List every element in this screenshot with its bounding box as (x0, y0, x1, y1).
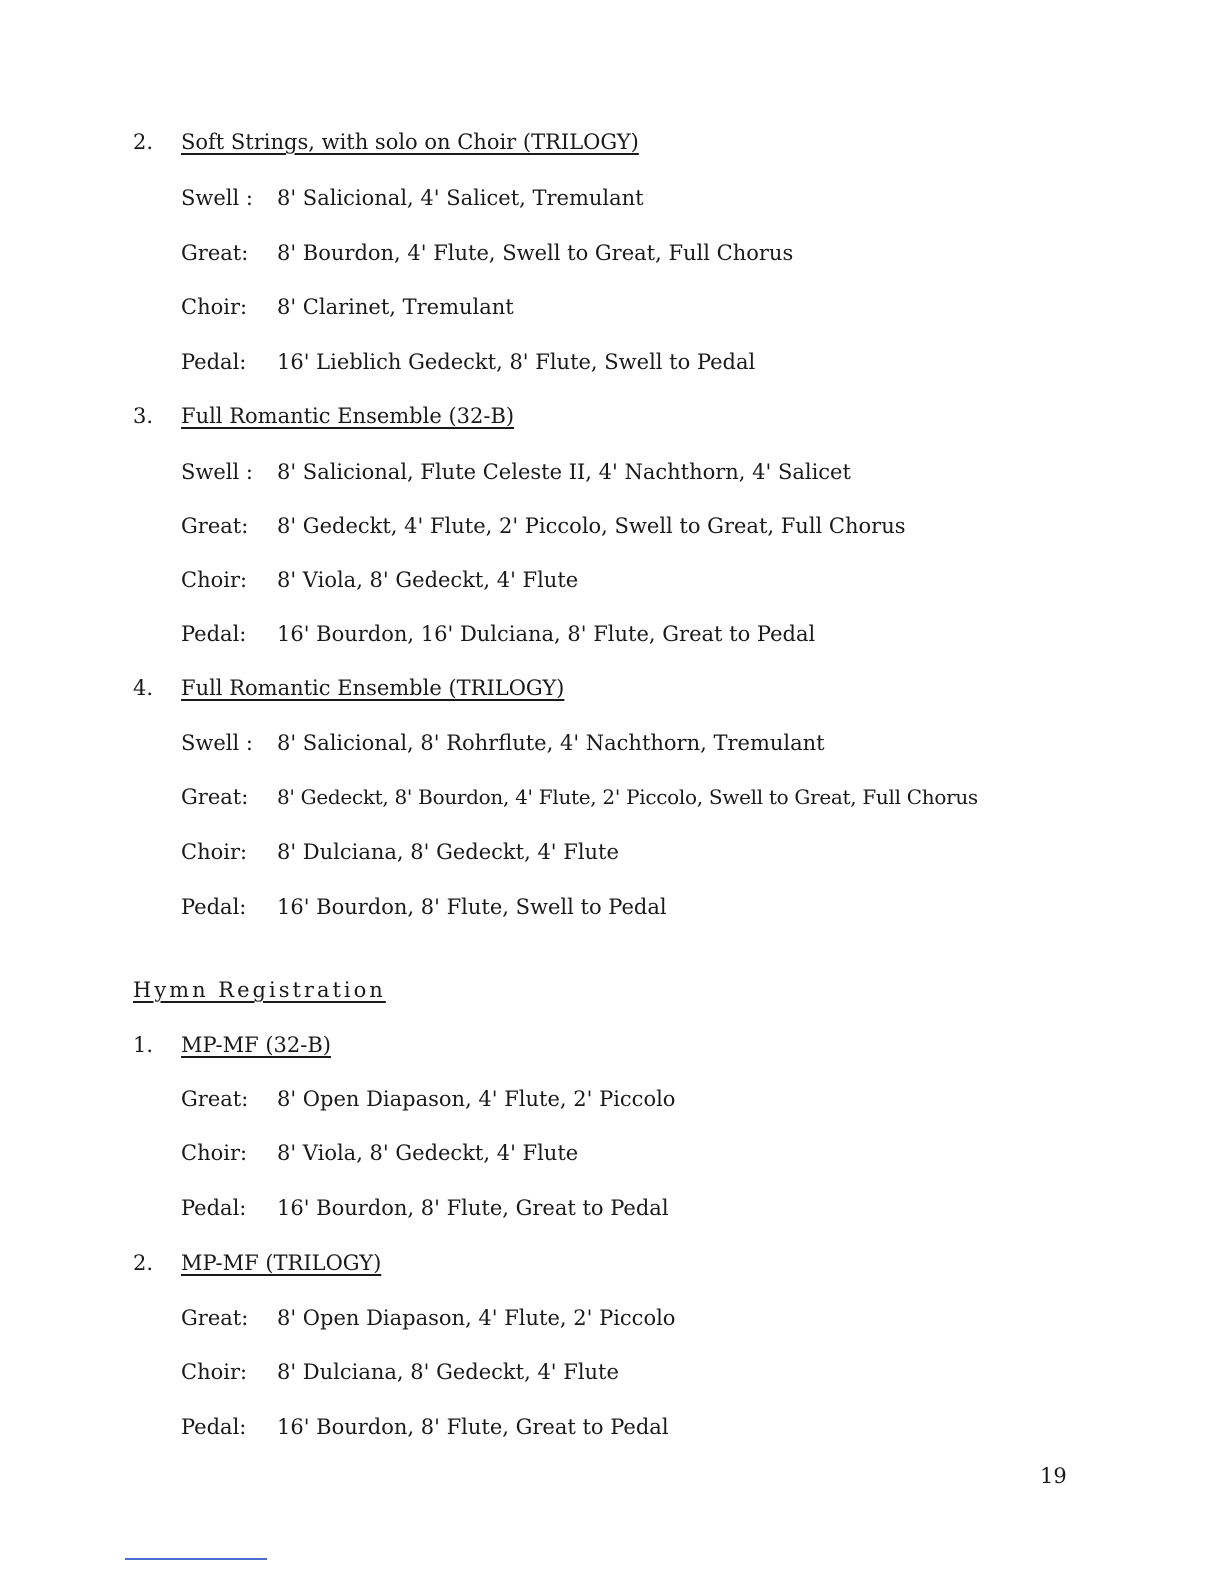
manual-label: Great: (181, 785, 249, 809)
section-title: Full Romantic Ensemble (32-B) (181, 404, 515, 428)
stop-list: 8' Viola, 8' Gedeckt, 4' Flute (277, 568, 579, 592)
manual-label: Choir: (181, 1141, 248, 1165)
manual-label: Swell : (181, 186, 253, 210)
stop-list: 8' Salicional, Flute Celeste II, 4' Nachthorn, 4' Salicet (277, 460, 851, 484)
stop-list: 8' Gedeckt, 4' Flute, 2' Piccolo, Swell to Great, Full Chorus (277, 514, 906, 538)
stop-list: 16' Bourdon, 8' Flute, Great to Pedal (277, 1415, 669, 1439)
stop-list: 8' Open Diapason, 4' Flute, 2' Piccolo (277, 1087, 676, 1111)
manual-label: Pedal: (181, 1196, 247, 1220)
section-number: 3. (133, 404, 154, 428)
section-title: Soft Strings, with solo on Choir (TRILOGY) (181, 130, 639, 154)
stop-list: 8' Salicional, 8' Rohrflute, 4' Nachthorn, Tremulant (277, 731, 825, 755)
stop-list: 8' Viola, 8' Gedeckt, 4' Flute (277, 1141, 579, 1165)
manual-label: Pedal: (181, 895, 247, 919)
hymn-registration-heading: Hymn Registration (133, 978, 386, 1002)
stop-list: 16' Bourdon, 16' Dulciana, 8' Flute, Great to Pedal (277, 622, 816, 646)
manual-label: Great: (181, 1087, 249, 1111)
page-number: 19 (1040, 1464, 1067, 1488)
manual-label: Pedal: (181, 350, 247, 374)
manual-label: Great: (181, 514, 249, 538)
stop-list: 8' Dulciana, 8' Gedeckt, 4' Flute (277, 840, 619, 864)
stop-list: 16' Lieblich Gedeckt, 8' Flute, Swell to Pedal (277, 350, 756, 374)
section-number: 2. (133, 1251, 154, 1275)
manual-label: Great: (181, 241, 249, 265)
stop-list: 8' Open Diapason, 4' Flute, 2' Piccolo (277, 1306, 676, 1330)
section-number: 1. (133, 1033, 154, 1057)
manual-label: Great: (181, 1306, 249, 1330)
manual-label: Choir: (181, 295, 248, 319)
manual-label: Choir: (181, 840, 248, 864)
stop-list: 8' Gedeckt, 8' Bourdon, 4' Flute, 2' Piccolo, Swell to Great, Full Chorus (277, 785, 978, 809)
footer-rule (125, 1558, 267, 1560)
stop-list: 16' Bourdon, 8' Flute, Great to Pedal (277, 1196, 669, 1220)
section-number: 4. (133, 676, 154, 700)
manual-label: Choir: (181, 1360, 248, 1384)
section-title: MP-MF (32-B) (181, 1033, 331, 1057)
stop-list: 8' Clarinet, Tremulant (277, 295, 514, 319)
manual-label: Swell : (181, 731, 253, 755)
manual-label: Pedal: (181, 1415, 247, 1439)
manual-label: Choir: (181, 568, 248, 592)
stop-list: 16' Bourdon, 8' Flute, Swell to Pedal (277, 895, 667, 919)
manual-label: Pedal: (181, 622, 247, 646)
stop-list: 8' Salicional, 4' Salicet, Tremulant (277, 186, 644, 210)
section-number: 2. (133, 130, 154, 154)
section-title: Full Romantic Ensemble (TRILOGY) (181, 676, 565, 700)
stop-list: 8' Dulciana, 8' Gedeckt, 4' Flute (277, 1360, 619, 1384)
section-title: MP-MF (TRILOGY) (181, 1251, 382, 1275)
manual-label: Swell : (181, 460, 253, 484)
stop-list: 8' Bourdon, 4' Flute, Swell to Great, Full Chorus (277, 241, 794, 265)
